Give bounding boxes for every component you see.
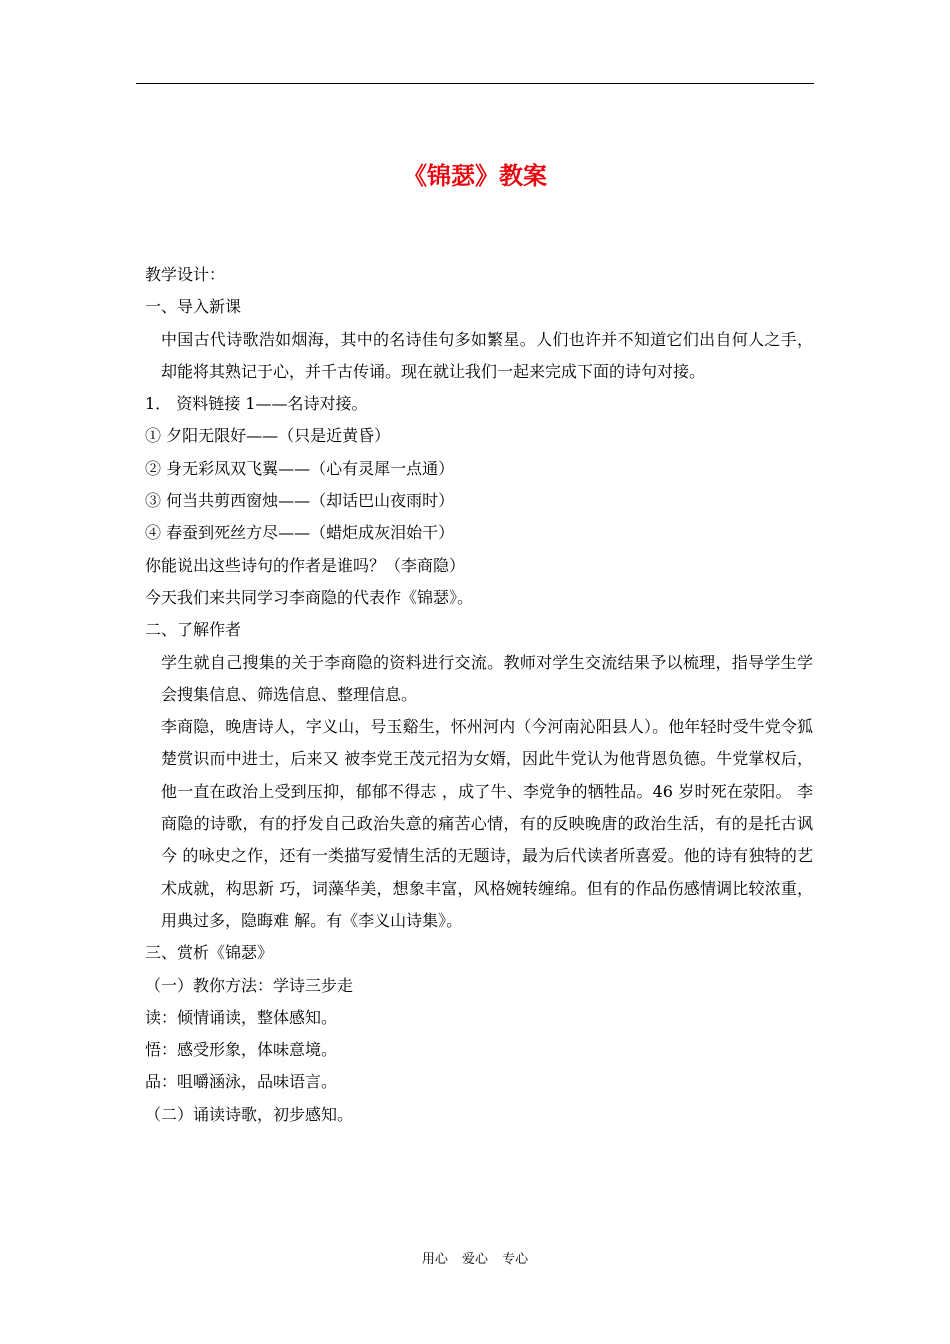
poem-pair-3: ③ 何当共剪西窗烛——（却话巴山夜雨时） xyxy=(145,491,455,511)
method-feel: 悟：感受形象，体味意境。 xyxy=(145,1040,338,1060)
recite-heading: （二）诵读诗歌，初步感知。 xyxy=(145,1104,354,1124)
author-question: 你能说出这些诗句的作者是谁吗？（李商隐） xyxy=(145,555,466,575)
student-exchange-paragraph: 学生就自己搜集的关于李商隐的资料进行交流。教师对学生交流结果予以梳理，指导学生学会搜集信息、筛选信息、整理信息。 xyxy=(161,652,813,704)
header-rule xyxy=(136,83,814,84)
section-heading-3: 三、赏析《锦瑟》 xyxy=(145,943,274,963)
method-taste: 品：咀嚼涵泳，品味语言。 xyxy=(145,1072,338,1092)
section-label: 教学设计： xyxy=(145,265,226,284)
resource-link-label: 1． 资料链接 1——名诗对接。 xyxy=(145,394,368,414)
method-read: 读：倾情诵读，整体感知。 xyxy=(145,1007,338,1027)
poem-pair-1: ① 夕阳无限好——（只是近黄昏） xyxy=(145,426,391,446)
poem-pair-4: ④ 春蚕到死丝方尽——（蜡炬成灰泪始干） xyxy=(145,523,455,543)
document-title: 《锦瑟》教案 xyxy=(403,162,547,190)
section-heading-2: 二、了解作者 xyxy=(145,620,242,640)
author-bio-paragraph: 李商隐，晚唐诗人，字义山，号玉谿生，怀州河内（今河南沁阳县人）。他年轻时受牛党令狐楚赏识而中进士，后来又 被李党王茂元招为女婿，因此牛党认为他背恩负德。牛党掌权后，他一直在政治上受到压抑，郁郁不得志 ，成了牛、李党争的牺牲品。46 岁时死在荥阳。 李商隐的诗歌，有的抒发自己政治失意的痛苦心情，有的反映晚唐的政治生活，有的是托古讽今 的咏史之作，还有一类描写爱情生活的无题诗，最为后代读者所喜爱。他的诗有独特的艺术成就，构思新 巧，词藻华美，想象丰富，风格婉转缠绵。但有的作品伤感情调比较浓重，用典过多，隐晦难 解。有《李义山诗集》。 xyxy=(161,717,813,930)
intro-paragraph: 中国古代诗歌浩如烟海，其中的名诗佳句多如繁星。人们也许并不知道它们出自何人之手，却能将其熟记于心，并千古传诵。现在就让我们一起来完成下面的诗句对接。 xyxy=(161,329,813,381)
lesson-intro: 今天我们来共同学习李商隐的代表作《锦瑟》。 xyxy=(145,587,474,607)
page-footer: 用心 爱心 专心 xyxy=(421,1252,529,1267)
document-body xyxy=(145,259,813,1131)
method-heading: （一）教你方法：学诗三步走 xyxy=(145,975,354,995)
poem-pair-2: ② 身无彩凤双飞翼——（心有灵犀一点通） xyxy=(145,458,455,478)
section-heading-1: 一、导入新课 xyxy=(145,297,242,317)
